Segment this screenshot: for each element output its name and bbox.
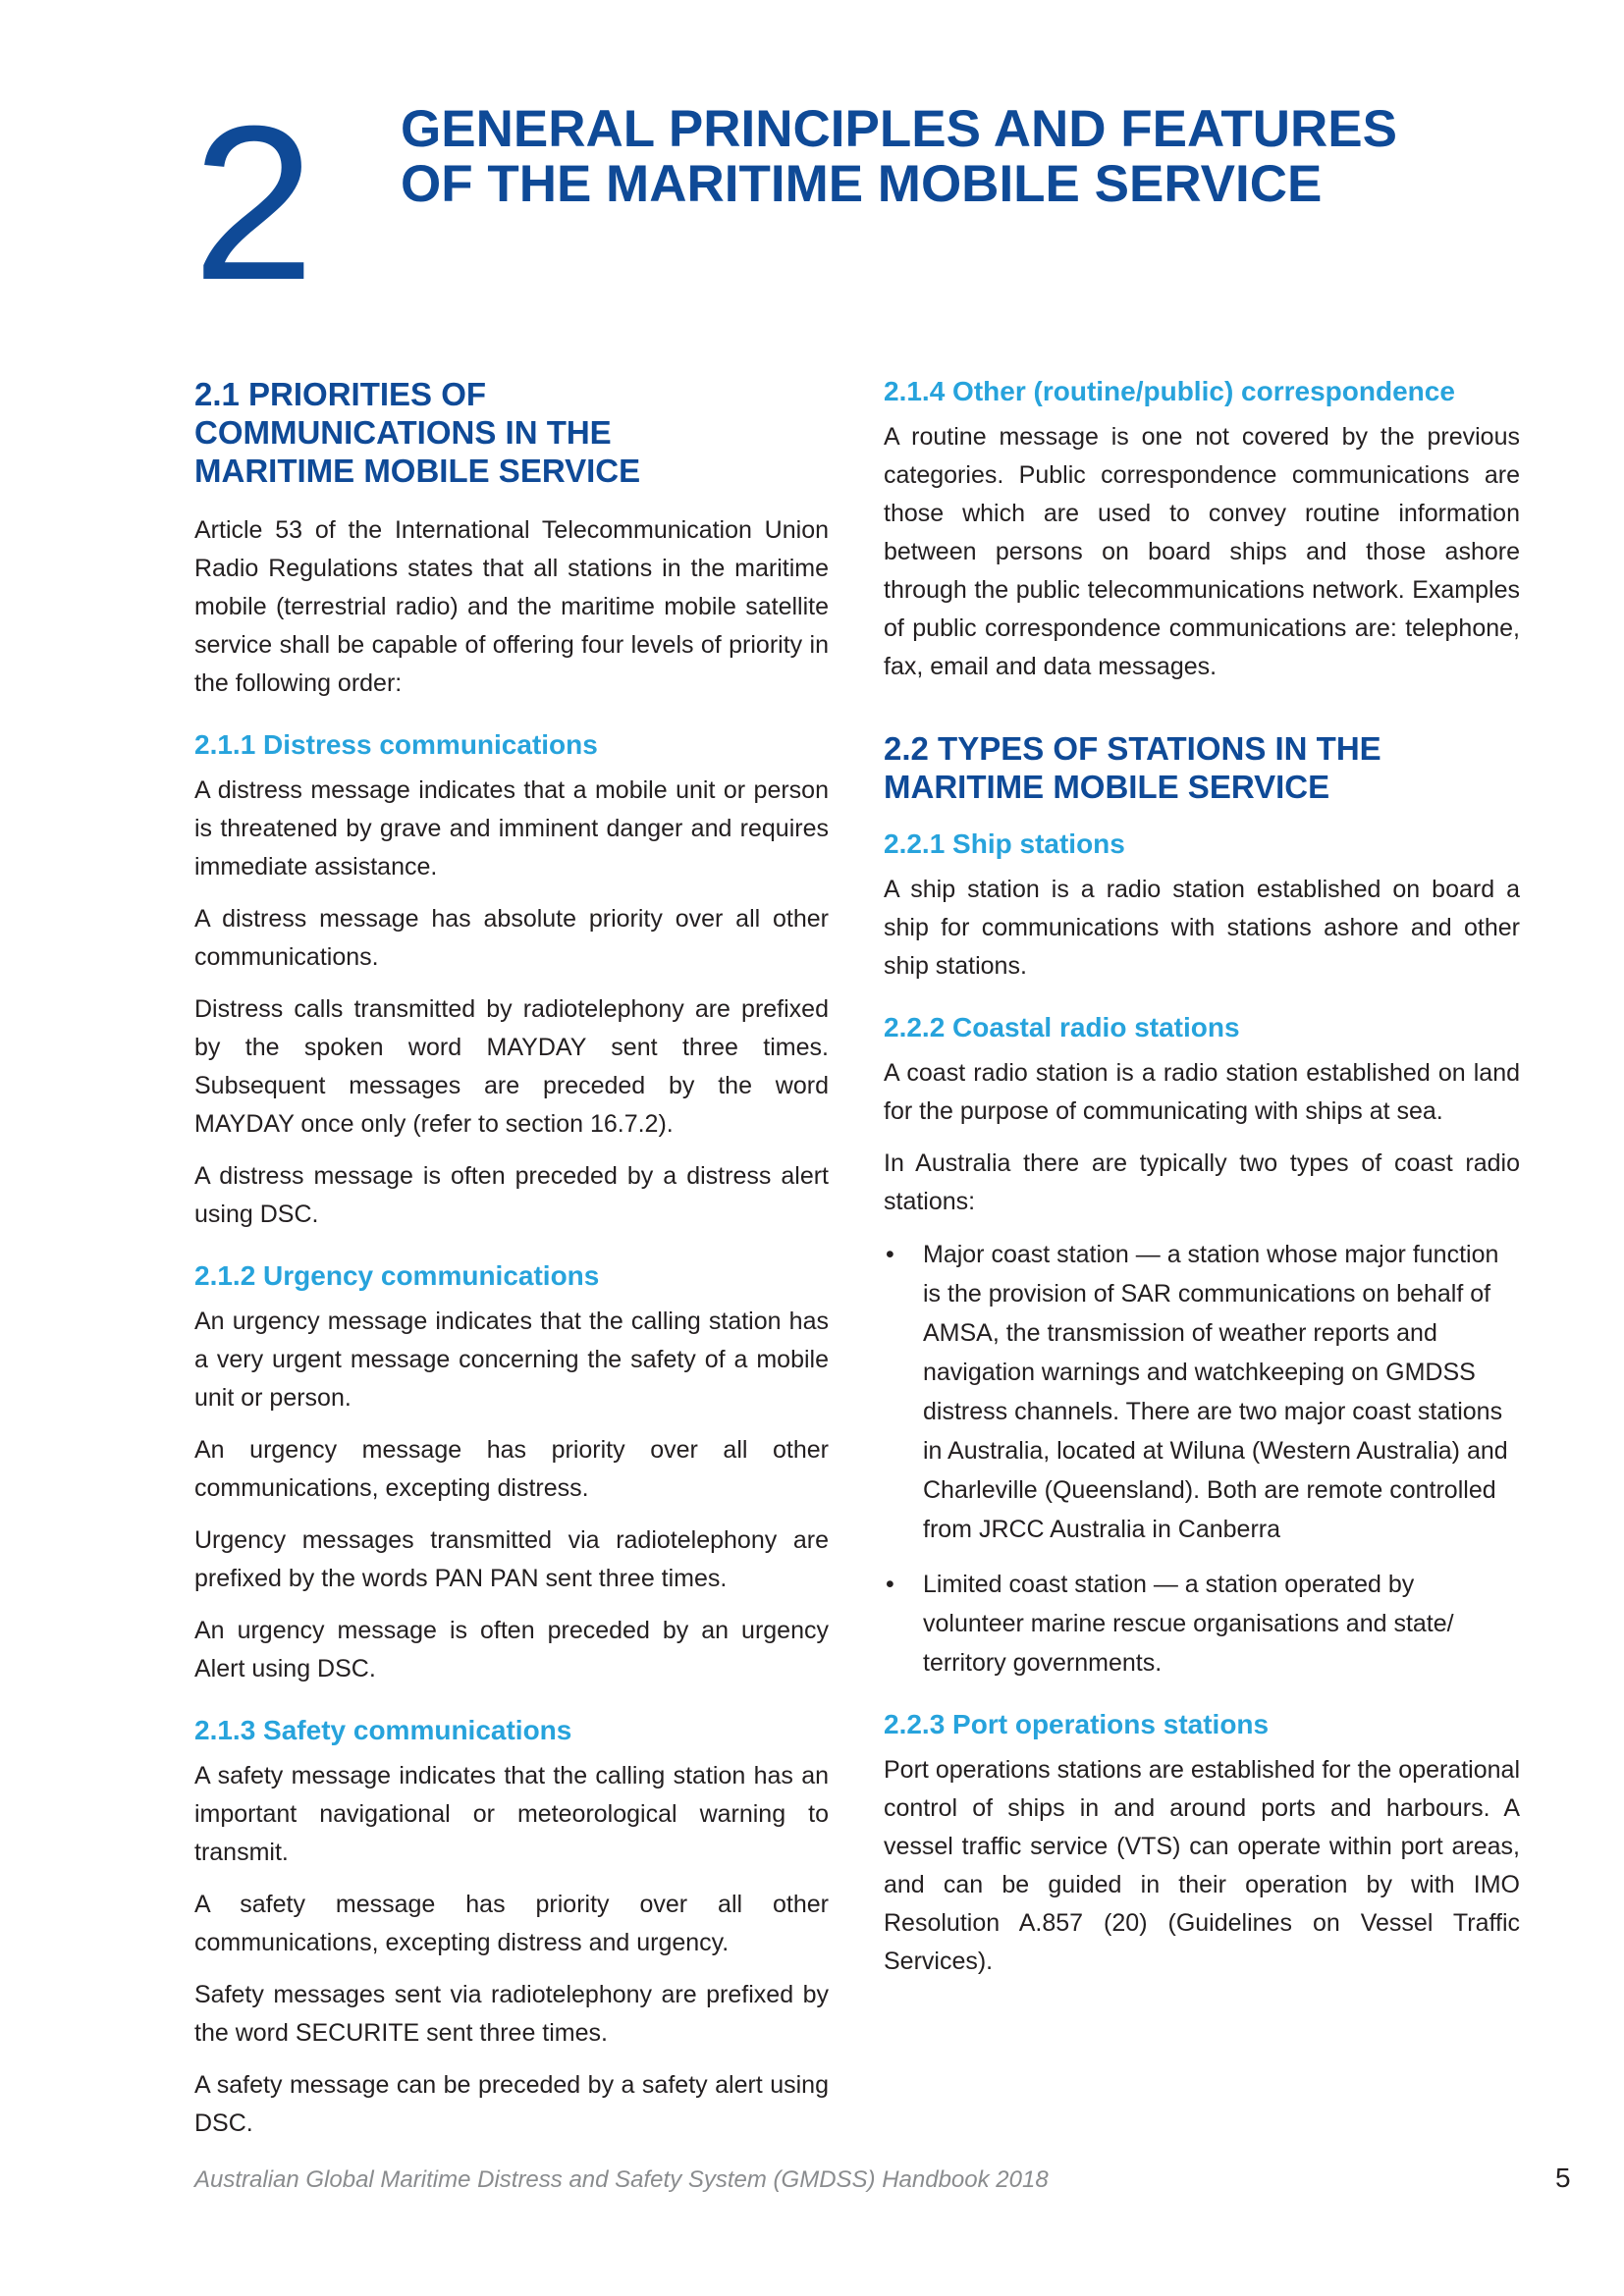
chapter-title-line-1: GENERAL PRINCIPLES AND FEATURES (401, 100, 1397, 158)
routine-paragraph: A routine message is one not covered by the previous categories. Public correspondence communications are those which are used to convey routine information between persons on board ships and those ashore through the public telecommunications network. Examples of public correspondence communications are: telephone, fax, email and data messages. (884, 423, 1520, 680)
right-column (884, 375, 1520, 1995)
distress-paragraph-1: A distress message indicates that a mobile unit or person is threatened by grave and imminent danger and requires immediate assistance. (194, 776, 829, 881)
urgency-paragraph-2: An urgency message has priority over all other communications, excepting distress. (194, 1436, 829, 1502)
port-operations-paragraph: Port operations stations are established for the operational control of ships in and around ports and harbours. A vessel traffic service (VTS) can operate within port areas, and can be guided in their operation by with IMO Resolution A.857 (20) (Guidelines on Vessel Traffic Services). (884, 1756, 1520, 1975)
chapter-title (401, 102, 1540, 212)
section-2-1-1-heading: 2.1.1 Distress communications (194, 729, 598, 760)
section-2-2-heading: 2.2 TYPES OF STATIONS IN THE MARITIME MOBILE SERVICE (884, 730, 1381, 805)
distress-paragraph-4: A distress message is often preceded by a distress alert using DSC. (194, 1162, 829, 1228)
left-column (194, 375, 829, 2157)
page-number: 5 (1555, 2163, 1571, 2193)
list-item: • Limited coast station — a station operated by volunteer marine rescue organisations and state/ territory governments. (884, 1565, 1520, 1682)
coastal-paragraph-1: A coast radio station is a radio station established on land for the purpose of communicating with ships at sea. (884, 1059, 1520, 1125)
chapter-title-line-2: OF THE MARITIME MOBILE SERVICE (401, 155, 1323, 213)
section-2-2-3-heading: 2.2.3 Port operations stations (884, 1709, 1270, 1739)
section-2-2-2-heading: 2.2.2 Coastal radio stations (884, 1012, 1240, 1042)
ship-stations-paragraph: A ship station is a radio station established on board a ship for communications with stations ashore and other ship stations. (884, 876, 1520, 980)
safety-paragraph-2: A safety message has priority over all other communications, excepting distress and urgency. (194, 1891, 829, 1956)
urgency-paragraph-3: Urgency messages transmitted via radiotelephony are prefixed by the words PAN PAN sent three times. (194, 1526, 829, 1592)
section-2-1-heading: 2.1 PRIORITIES OF COMMUNICATIONS IN THE MARITIME MOBILE SERVICE (194, 376, 641, 489)
section-2-1-2-heading: 2.1.2 Urgency communications (194, 1260, 600, 1291)
safety-paragraph-1: A safety message indicates that the calling station has an important navigational or meteorological warning to transmit. (194, 1762, 829, 1866)
footer-title: Australian Global Maritime Distress and Safety System (GMDSS) Handbook 2018 (194, 2166, 1049, 2193)
bullet-icon: • (886, 1571, 894, 1598)
urgency-paragraph-4: An urgency message is often preceded by an urgency Alert using DSC. (194, 1617, 829, 1682)
safety-paragraph-4: A safety message can be preceded by a safety alert using DSC. (194, 2071, 829, 2137)
section-2-1-4-heading: 2.1.4 Other (routine/public) correspondence (884, 376, 1455, 406)
section-2-1-3-heading: 2.1.3 Safety communications (194, 1715, 572, 1745)
section-2-2-1-heading: 2.2.1 Ship stations (884, 828, 1125, 859)
chapter-number: 2 (192, 80, 311, 326)
distress-paragraph-2: A distress message has absolute priority over all other communications. (194, 905, 829, 971)
coastal-paragraph-2: In Australia there are typically two types of coast radio stations: (884, 1149, 1520, 1215)
bullet-icon: • (886, 1241, 894, 1268)
section-2-1-paragraph: Article 53 of the International Telecommunication Union Radio Regulations states that all stations in the maritime mobile (terrestrial radio) and the maritime mobile satellite service shall be capable of offering four levels of priority in the following order: (194, 516, 829, 697)
coast-station-types-list (884, 1235, 1520, 1682)
safety-paragraph-3: Safety messages sent via radiotelephony are prefixed by the word SECURITE sent three times. (194, 1981, 829, 2047)
list-item: • Major coast station — a station whose major function is the provision of SAR communications on behalf of AMSA, the transmission of weather reports and navigation warnings and watchkeeping on GMDSS distress channels. There are two major coast stations in Australia, located at Wiluna (Western Australia) and Charleville (Queensland). Both are remote controlled from JRCC Australia in Canberra (884, 1235, 1520, 1549)
urgency-paragraph-1: An urgency message indicates that the calling station has a very urgent message concerning the safety of a mobile unit or person. (194, 1308, 829, 1412)
distress-paragraph-3: Distress calls transmitted by radiotelephony are prefixed by the spoken word MAYDAY sent three times. Subsequent messages are preceded by the word MAYDAY once only (refer to section 16.7.2). (194, 995, 829, 1138)
